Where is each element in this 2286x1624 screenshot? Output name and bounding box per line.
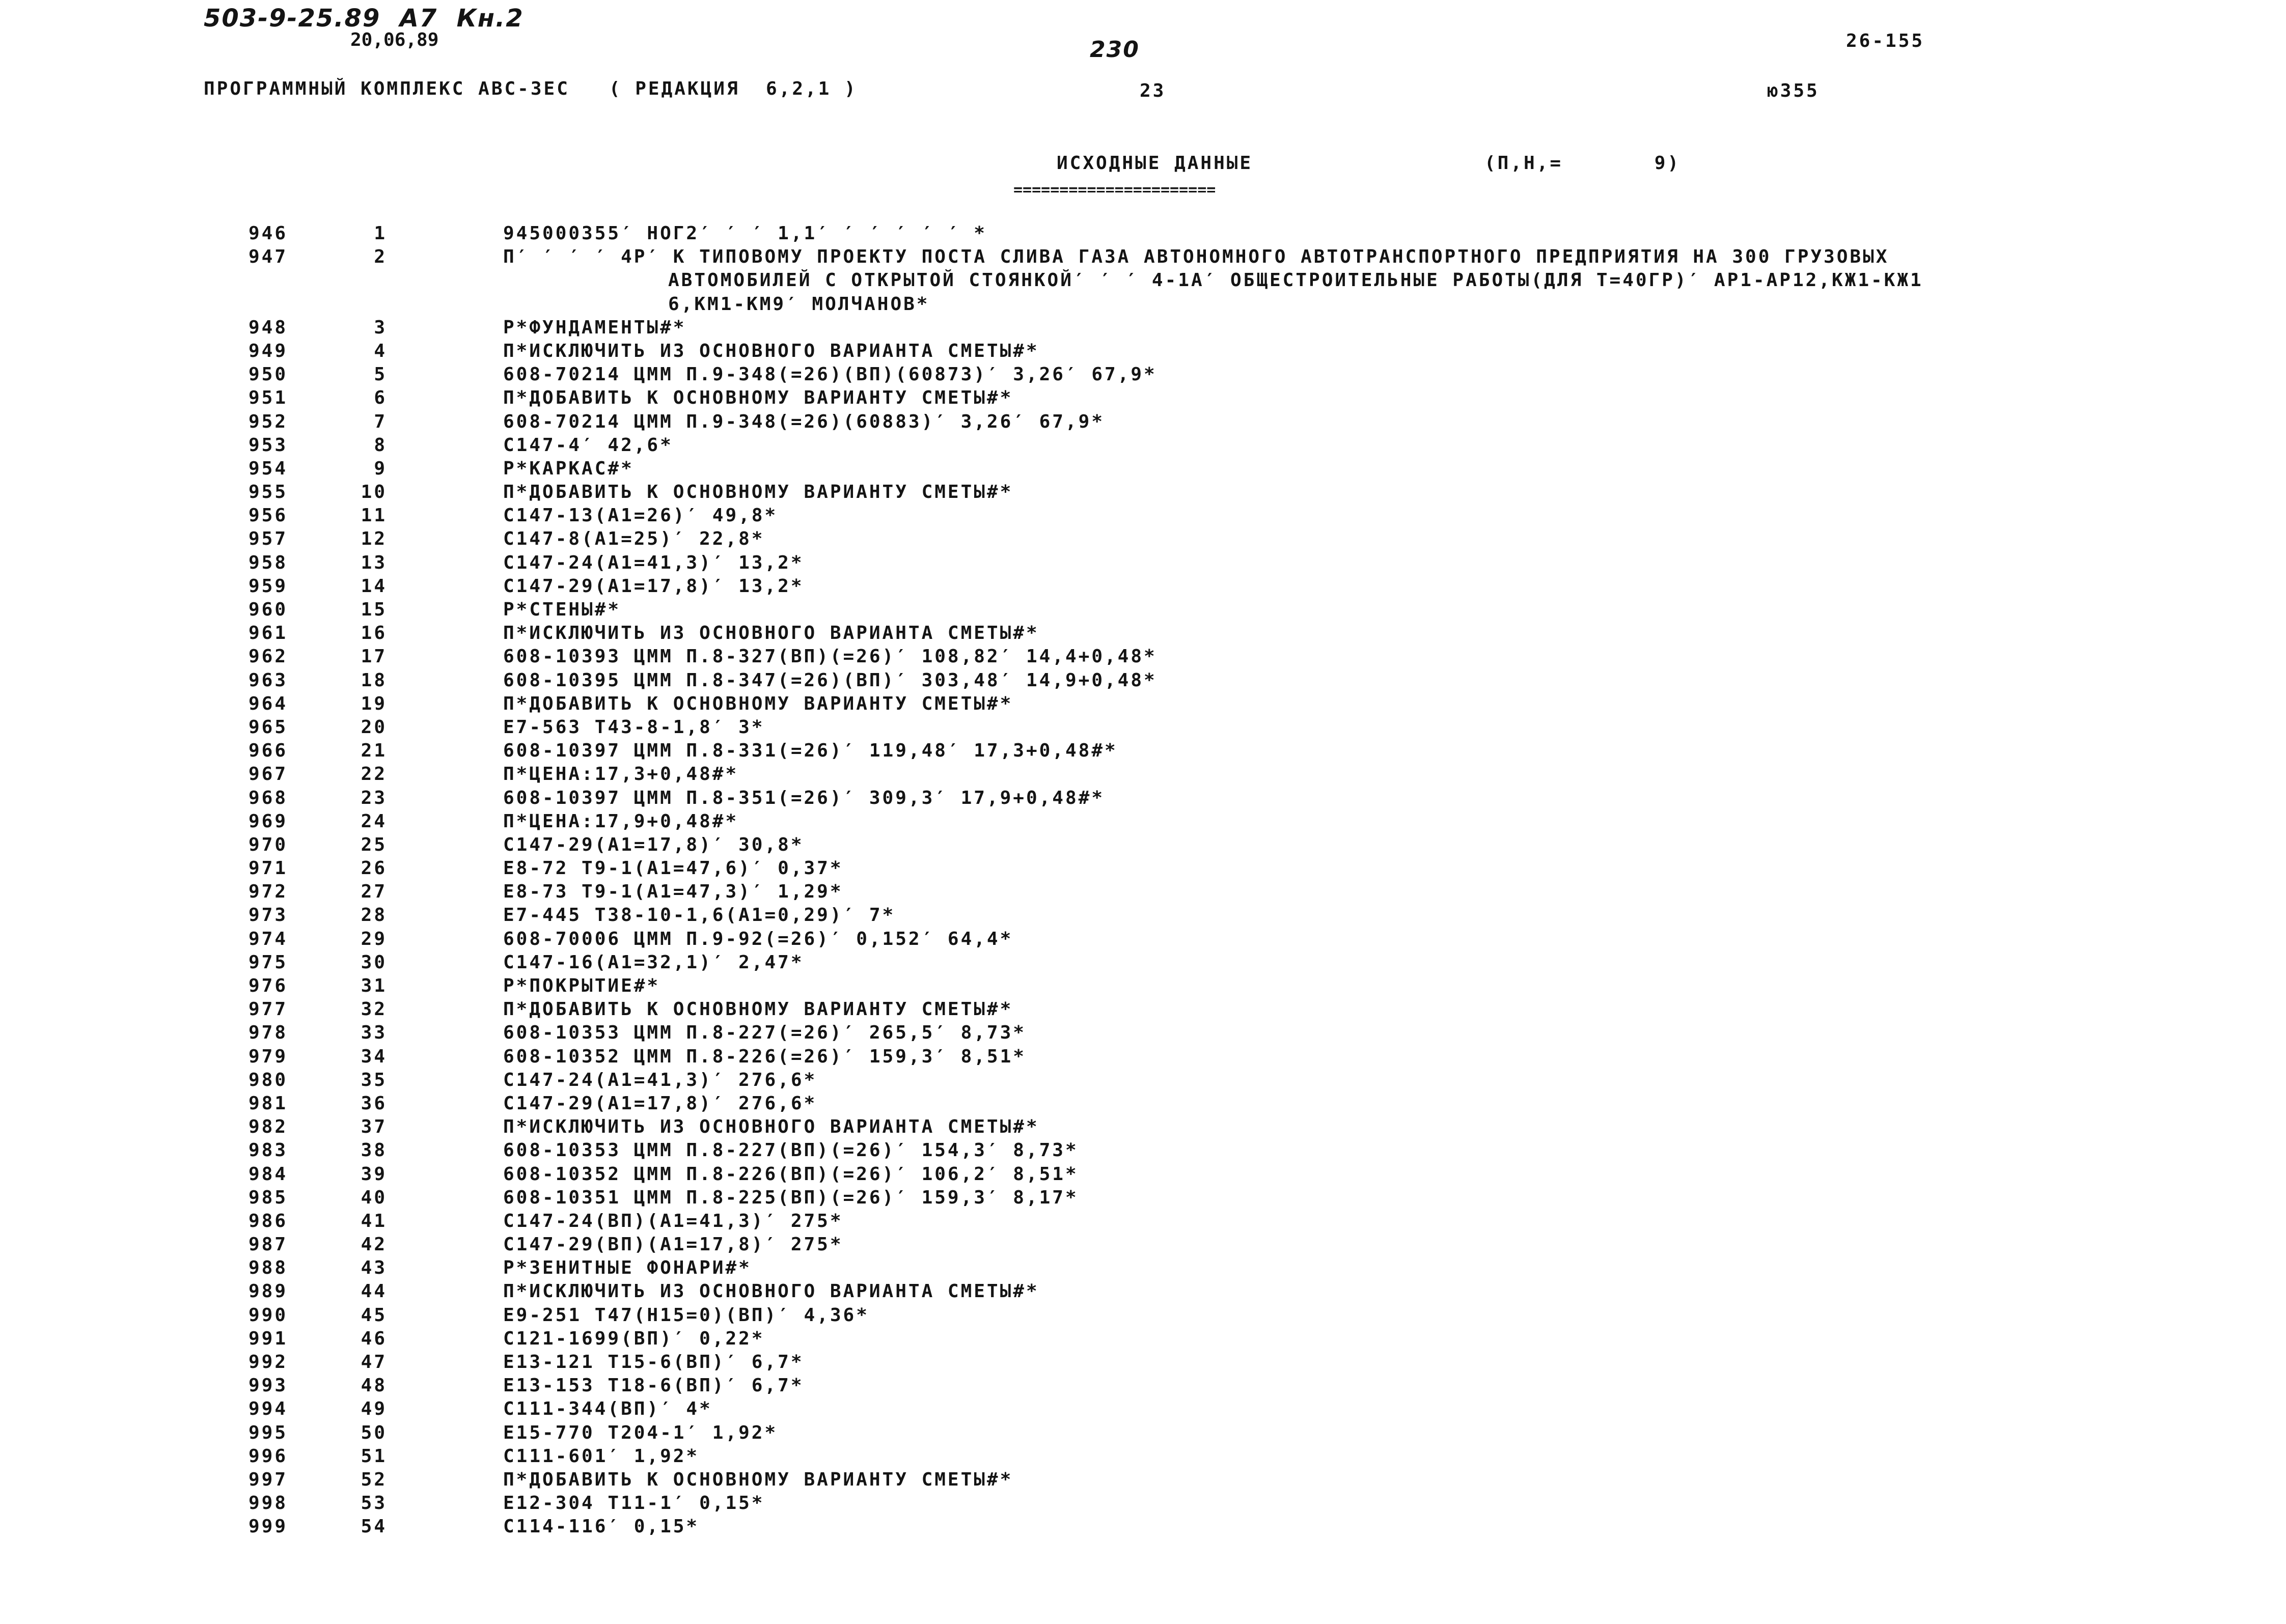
listing-row xyxy=(0,1328,2286,1352)
listing-row xyxy=(0,811,2286,834)
line-number: 44 xyxy=(361,1281,387,1302)
listing-row xyxy=(0,905,2286,928)
record-text: Е15-770 Т204-1′ 1,92* xyxy=(503,1422,778,1443)
line-number: 49 xyxy=(361,1398,387,1420)
record-number: 962 xyxy=(249,646,288,667)
line-number: 10 xyxy=(361,482,387,503)
line-number: 5 xyxy=(374,364,387,385)
job-number: ю355 xyxy=(1767,80,1820,101)
listing-row xyxy=(0,693,2286,717)
record-number: 997 xyxy=(249,1469,288,1490)
listing xyxy=(0,223,2286,1540)
record-text: С147-8(А1=25)′ 22,8* xyxy=(503,528,765,550)
listing-row xyxy=(0,1116,2286,1140)
record-number: 980 xyxy=(249,1069,288,1090)
listing-row xyxy=(0,458,2286,482)
record-text: П*ИСКЛЮЧИТЬ ИЗ ОСНОВНОГО ВАРИАНТА СМЕТЫ#* xyxy=(503,340,1039,361)
record-number: 985 xyxy=(249,1187,288,1208)
record-number: 993 xyxy=(249,1375,288,1396)
line-number: 54 xyxy=(361,1516,387,1537)
record-text: 945000355′ НОГ2′ ′ ′ 1,1′ ′ ′ ′ ′ ′ * xyxy=(503,223,987,244)
line-number: 15 xyxy=(361,599,387,620)
listing-row xyxy=(0,1516,2286,1539)
record-text: 608-10353 ЦММ П.8-227(=26)′ 265,5′ 8,73* xyxy=(503,1022,1026,1044)
record-text: П*ДОБАВИТЬ К ОСНОВНОМУ ВАРИАНТУ СМЕТЫ#* xyxy=(503,387,1013,409)
listing-row xyxy=(0,764,2286,787)
record-number: 957 xyxy=(249,528,288,550)
listing-row xyxy=(0,717,2286,740)
record-number: 948 xyxy=(249,317,288,338)
line-number: 35 xyxy=(361,1069,387,1090)
record-number: 967 xyxy=(249,764,288,785)
document-date: 20,06,89 xyxy=(350,30,439,50)
listing-continuation-row xyxy=(0,270,2286,293)
listing-row xyxy=(0,1046,2286,1070)
record-text: С147-24(А1=41,3)′ 13,2* xyxy=(503,552,804,573)
record-text: С147-16(А1=32,1)′ 2,47* xyxy=(503,951,804,973)
record-number: 984 xyxy=(249,1163,288,1185)
record-text: С121-1699(ВП)′ 0,22* xyxy=(503,1328,765,1349)
record-number: 981 xyxy=(249,1093,288,1114)
record-number: 991 xyxy=(249,1328,288,1349)
record-number: 994 xyxy=(249,1398,288,1420)
sheet-number: 26-155 xyxy=(1846,31,1925,51)
record-number: 979 xyxy=(249,1046,288,1067)
record-number: 955 xyxy=(249,482,288,503)
line-number: 34 xyxy=(361,1046,387,1067)
record-number: 975 xyxy=(249,951,288,973)
record-text: Е9-251 Т47(Н15=0)(ВП)′ 4,36* xyxy=(503,1304,869,1326)
record-text: С147-29(А1=17,8)′ 13,2* xyxy=(503,575,804,597)
record-number: 961 xyxy=(249,623,288,644)
line-number: 30 xyxy=(361,951,387,973)
record-number: 974 xyxy=(249,928,288,949)
record-number: 969 xyxy=(249,810,288,832)
listing-row xyxy=(0,435,2286,458)
line-number: 53 xyxy=(361,1493,387,1514)
line-number: 42 xyxy=(361,1234,387,1255)
record-text: С147-13(А1=26)′ 49,8* xyxy=(503,505,778,526)
record-text: 608-10351 ЦММ П.8-225(ВП)(=26)′ 159,3′ 8,17* xyxy=(503,1187,1079,1208)
record-text: С147-24(А1=41,3)′ 276,6* xyxy=(503,1069,817,1090)
record-text: П*ДОБАВИТЬ К ОСНОВНОМУ ВАРИАНТУ СМЕТЫ#* xyxy=(503,999,1013,1020)
listing-row xyxy=(0,929,2286,952)
line-number: 13 xyxy=(361,552,387,573)
record-number: 995 xyxy=(249,1422,288,1443)
record-text: П*ИСКЛЮЧИТЬ ИЗ ОСНОВНОГО ВАРИАНТА СМЕТЫ#* xyxy=(503,1116,1039,1138)
listing-row xyxy=(0,834,2286,858)
line-number: 14 xyxy=(361,575,387,597)
line-number: 48 xyxy=(361,1375,387,1396)
record-number: 983 xyxy=(249,1140,288,1161)
record-number: 998 xyxy=(249,1493,288,1514)
record-text: С111-344(ВП)′ 4* xyxy=(503,1398,712,1420)
line-number: 6 xyxy=(374,387,387,409)
listing-row xyxy=(0,387,2286,411)
line-number: 51 xyxy=(361,1445,387,1467)
line-number: 26 xyxy=(361,858,387,879)
listing-row xyxy=(0,1398,2286,1422)
record-text: С147-24(ВП)(А1=41,3)′ 275* xyxy=(503,1210,843,1231)
record-number: 976 xyxy=(249,975,288,996)
listing-row xyxy=(0,1164,2286,1187)
listing-row xyxy=(0,858,2286,881)
listing-row xyxy=(0,1305,2286,1328)
record-number: 963 xyxy=(249,669,288,691)
line-number: 17 xyxy=(361,646,387,667)
line-number: 43 xyxy=(361,1257,387,1279)
record-text: П*ЦЕНА:17,3+0,48#* xyxy=(503,764,739,785)
record-number: 956 xyxy=(249,505,288,526)
record-number: 973 xyxy=(249,905,288,926)
listing-row xyxy=(0,1375,2286,1398)
record-number: 966 xyxy=(249,740,288,762)
listing-row xyxy=(0,1446,2286,1469)
record-text: 6,КМ1-КМ9′ МОЛЧАНОВ* xyxy=(668,293,930,315)
record-number: 971 xyxy=(249,858,288,879)
record-text: 608-10393 ЦММ П.8-327(ВП)(=26)′ 108,82′ 14,4+0,48* xyxy=(503,646,1157,667)
record-text: Р*СТЕНЫ#* xyxy=(503,599,621,620)
record-text: 608-10353 ЦММ П.8-227(ВП)(=26)′ 154,3′ 8,73* xyxy=(503,1140,1079,1161)
record-number: 949 xyxy=(249,340,288,361)
listing-row xyxy=(0,1493,2286,1516)
line-number: 27 xyxy=(361,881,387,903)
record-number: 950 xyxy=(249,364,288,385)
listing-row xyxy=(0,1469,2286,1493)
record-text: Р*КАРКАС#* xyxy=(503,458,634,479)
line-number: 1 xyxy=(374,223,387,244)
document-code: 503-9-25.89 А7 Кн.2 xyxy=(204,4,524,33)
record-text: 608-10352 ЦММ П.8-226(ВП)(=26)′ 106,2′ 8,51* xyxy=(503,1163,1079,1185)
record-text: С147-4′ 42,6* xyxy=(503,434,673,456)
record-number: 959 xyxy=(249,575,288,597)
listing-row xyxy=(0,246,2286,270)
listing-row xyxy=(0,1211,2286,1234)
listing-row xyxy=(0,975,2286,999)
record-number: 958 xyxy=(249,552,288,573)
line-number: 19 xyxy=(361,693,387,714)
record-number: 978 xyxy=(249,1022,288,1044)
line-number: 2 xyxy=(374,246,387,268)
record-number: 954 xyxy=(249,458,288,479)
page-number: 23 xyxy=(1140,80,1166,101)
line-number: 18 xyxy=(361,669,387,691)
listing-row xyxy=(0,1281,2286,1304)
record-text: Е12-304 Т11-1′ 0,15* xyxy=(503,1493,765,1514)
line-number: 39 xyxy=(361,1163,387,1185)
listing-row xyxy=(0,552,2286,576)
listing-row xyxy=(0,505,2286,528)
line-number: 7 xyxy=(374,411,387,432)
record-text: П*ДОБАВИТЬ К ОСНОВНОМУ ВАРИАНТУ СМЕТЫ#* xyxy=(503,482,1013,503)
listing-row xyxy=(0,623,2286,646)
listing-row xyxy=(0,670,2286,693)
record-text: С147-29(А1=17,8)′ 30,8* xyxy=(503,834,804,855)
listing-row xyxy=(0,1352,2286,1375)
line-number: 20 xyxy=(361,716,387,738)
line-number: 29 xyxy=(361,928,387,949)
listing-row xyxy=(0,1140,2286,1163)
record-number: 989 xyxy=(249,1281,288,1302)
record-number: 953 xyxy=(249,434,288,456)
line-number: 38 xyxy=(361,1140,387,1161)
record-text: П′ ′ ′ ′ 4Р′ К ТИПОВОМУ ПРОЕКТУ ПОСТА СЛИВА ГАЗА АВТОНОМНОГО АВТОТРАНСПОРТНОГО ПРЕДПРИЯТИЯ НА 300 ГРУЗОВЫХ xyxy=(503,246,1889,268)
line-number: 36 xyxy=(361,1093,387,1114)
listing-row xyxy=(0,1093,2286,1116)
line-number: 16 xyxy=(361,623,387,644)
listing-row xyxy=(0,881,2286,905)
line-number: 23 xyxy=(361,787,387,808)
record-text: Р*ПОКРЫТИЕ#* xyxy=(503,975,660,996)
line-number: 45 xyxy=(361,1304,387,1326)
record-number: 982 xyxy=(249,1116,288,1138)
record-number: 992 xyxy=(249,1352,288,1373)
line-number: 22 xyxy=(361,764,387,785)
listing-row xyxy=(0,482,2286,505)
record-text: П*ИСКЛЮЧИТЬ ИЗ ОСНОВНОГО ВАРИАНТА СМЕТЫ#* xyxy=(503,623,1039,644)
record-text: 608-70214 ЦММ П.9-348(=26)(60883)′ 3,26′ 67,9* xyxy=(503,411,1105,432)
line-number: 3 xyxy=(374,317,387,338)
line-number: 40 xyxy=(361,1187,387,1208)
record-text: П*ЦЕНА:17,9+0,48#* xyxy=(503,810,739,832)
record-text: Р*ЗЕНИТНЫЕ ФОНАРИ#* xyxy=(503,1257,752,1279)
record-number: 999 xyxy=(249,1516,288,1537)
line-number: 33 xyxy=(361,1022,387,1044)
line-number: 28 xyxy=(361,905,387,926)
record-text: 608-70006 ЦММ П.9-92(=26)′ 0,152′ 64,4* xyxy=(503,928,1013,949)
listing-row xyxy=(0,1022,2286,1046)
record-text: АВТОМОБИЛЕЙ С ОТКРЫТОЙ СТОЯНКОЙ′ ′ ′ 4-1А′ ОБЩЕСТРОИТЕЛЬНЫЕ РАБОТЫ(ДЛЯ Т=40ГР)′ АР1-АР12,КЖ1-КЖ1 xyxy=(668,270,1923,291)
record-text: 608-70214 ЦММ П.9-348(=26)(ВП)(60873)′ 3,26′ 67,9* xyxy=(503,364,1157,385)
record-number: 977 xyxy=(249,999,288,1020)
record-text: 608-10397 ЦММ П.8-331(=26)′ 119,48′ 17,3+0,48#* xyxy=(503,740,1118,762)
line-number: 24 xyxy=(361,810,387,832)
listing-row xyxy=(0,1257,2286,1281)
record-text: С111-601′ 1,92* xyxy=(503,1445,700,1467)
record-number: 972 xyxy=(249,881,288,903)
listing-row xyxy=(0,999,2286,1022)
listing-row xyxy=(0,317,2286,341)
listing-row xyxy=(0,576,2286,599)
record-text: Р*ФУНДАМЕНТЫ#* xyxy=(503,317,686,338)
record-text: Е7-445 Т38-10-1,6(А1=0,29)′ 7* xyxy=(503,905,896,926)
record-text: 608-10395 ЦММ П.8-347(=26)(ВП)′ 303,48′ 14,9+0,48* xyxy=(503,669,1157,691)
record-number: 946 xyxy=(249,223,288,244)
line-number: 31 xyxy=(361,975,387,996)
record-number: 960 xyxy=(249,599,288,620)
record-text: П*ДОБАВИТЬ К ОСНОВНОМУ ВАРИАНТУ СМЕТЫ#* xyxy=(503,1469,1013,1490)
listing-row xyxy=(0,341,2286,364)
record-number: 986 xyxy=(249,1210,288,1231)
listing-row xyxy=(0,599,2286,623)
listing-row xyxy=(0,411,2286,435)
record-number: 965 xyxy=(249,716,288,738)
record-number: 952 xyxy=(249,411,288,432)
section-parameter: (П,Н,= 9) xyxy=(1484,153,1681,174)
record-text: 608-10352 ЦММ П.8-226(=26)′ 159,3′ 8,51* xyxy=(503,1046,1026,1067)
record-text: Е13-121 Т15-6(ВП)′ 6,7* xyxy=(503,1352,804,1373)
line-number: 46 xyxy=(361,1328,387,1349)
line-number: 8 xyxy=(374,434,387,456)
record-number: 964 xyxy=(249,693,288,714)
listing-row xyxy=(0,1187,2286,1211)
title-underline: ====================== xyxy=(1013,181,1216,192)
handwritten-page-number: 230 xyxy=(1090,37,1140,63)
listing-row xyxy=(0,952,2286,975)
record-number: 970 xyxy=(249,834,288,855)
listing-row xyxy=(0,223,2286,246)
listing-row xyxy=(0,1070,2286,1093)
listing-row xyxy=(0,528,2286,552)
line-number: 21 xyxy=(361,740,387,762)
record-number: 968 xyxy=(249,787,288,808)
record-text: Е13-153 Т18-6(ВП)′ 6,7* xyxy=(503,1375,804,1396)
record-text: П*ДОБАВИТЬ К ОСНОВНОМУ ВАРИАНТУ СМЕТЫ#* xyxy=(503,693,1013,714)
record-number: 947 xyxy=(249,246,288,268)
record-number: 951 xyxy=(249,387,288,409)
listing-continuation-row xyxy=(0,294,2286,317)
record-text: Е8-73 Т9-1(А1=47,3)′ 1,29* xyxy=(503,881,843,903)
line-number: 52 xyxy=(361,1469,387,1490)
line-number: 32 xyxy=(361,999,387,1020)
line-number: 9 xyxy=(374,458,387,479)
line-number: 12 xyxy=(361,528,387,550)
line-number: 50 xyxy=(361,1422,387,1443)
listing-row xyxy=(0,364,2286,387)
record-text: 608-10397 ЦММ П.8-351(=26)′ 309,3′ 17,9+0,48#* xyxy=(503,787,1105,808)
listing-row xyxy=(0,788,2286,811)
record-text: С147-29(А1=17,8)′ 276,6* xyxy=(503,1093,817,1114)
record-text: Е7-563 Т43-8-1,8′ 3* xyxy=(503,716,765,738)
record-number: 996 xyxy=(249,1445,288,1467)
section-title: ИСХОДНЫЕ ДАННЫЕ xyxy=(1057,153,1253,174)
record-number: 990 xyxy=(249,1304,288,1326)
listing-row xyxy=(0,740,2286,764)
record-number: 987 xyxy=(249,1234,288,1255)
line-number: 37 xyxy=(361,1116,387,1138)
line-number: 25 xyxy=(361,834,387,855)
line-number: 41 xyxy=(361,1210,387,1231)
record-number: 988 xyxy=(249,1257,288,1279)
listing-row xyxy=(0,1422,2286,1446)
line-number: 4 xyxy=(374,340,387,361)
record-text: С147-29(ВП)(А1=17,8)′ 275* xyxy=(503,1234,843,1255)
listing-row xyxy=(0,1234,2286,1257)
record-text: С114-116′ 0,15* xyxy=(503,1516,700,1537)
program-header: ПРОГРАММНЫЙ КОМПЛЕКС АВС-3ЕС ( РЕДАКЦИЯ 6,2,1 ) xyxy=(204,78,858,99)
line-number: 47 xyxy=(361,1352,387,1373)
record-text: Е8-72 Т9-1(А1=47,6)′ 0,37* xyxy=(503,858,843,879)
listing-row xyxy=(0,646,2286,669)
line-number: 11 xyxy=(361,505,387,526)
record-text: П*ИСКЛЮЧИТЬ ИЗ ОСНОВНОГО ВАРИАНТА СМЕТЫ#* xyxy=(503,1281,1039,1302)
